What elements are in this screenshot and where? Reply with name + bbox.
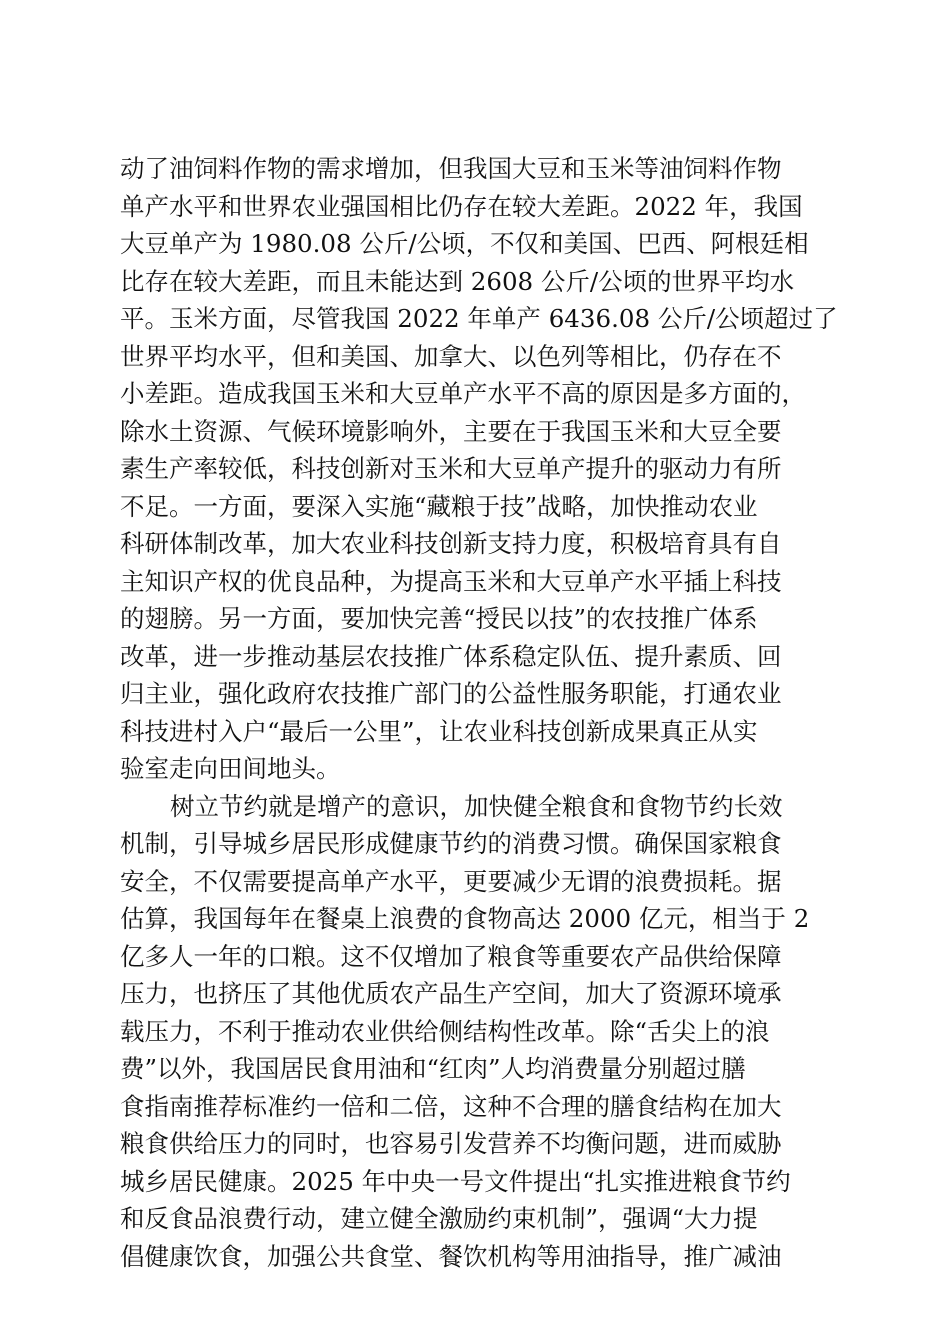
text-line: 不足。一方面，要深入实施“藏粮于技”战略，加快推动农业	[120, 491, 758, 521]
text-line: 科技进村入户“最后一公里”，让农业科技创新成果真正从实	[120, 716, 758, 746]
text-line: 素生产率较低，科技创新对玉米和大豆单产提升的驱动力有所	[120, 454, 782, 483]
text-line: 验室走向田间地头。	[120, 754, 341, 783]
text-line: 食指南推荐标准约一倍和二倍，这种不合理的膳食结构在加大	[120, 1091, 782, 1121]
text-line: 和反食品浪费行动，建立健全激励约束机制”，强调“大力提	[120, 1204, 758, 1233]
text-line: 载压力，不利于推动农业供给侧结构性改革。除“舌尖上的浪	[120, 1016, 770, 1046]
text-line: 动了油饲料作物的需求增加，但我国大豆和玉米等油饲料作物	[120, 154, 782, 183]
text-line: 机制，引导城乡居民形成健康节约的消费习惯。确保国家粮食	[120, 829, 782, 858]
text-line: 比存在较大差距，而且未能达到 2608 公斤/公顷的世界平均水	[120, 266, 795, 296]
text-line: 安全，不仅需要提高单产水平，更要减少无谓的浪费损耗。据	[120, 866, 782, 896]
paragraph-2	[120, 788, 830, 1276]
text-line: 压力，也挤压了其他优质农产品生产空间，加大了资源环境承	[120, 979, 782, 1008]
text-line: 估算，我国每年在餐桌上浪费的食物高达 2000 亿元，相当于 2	[120, 904, 810, 933]
text-line: 倡健康饮食，加强公共食堂、餐饮机构等用油指导，推广减油	[120, 1241, 782, 1271]
text-line: 单产水平和世界农业强国相比仍存在较大差距。2022 年，我国	[120, 191, 803, 221]
text-line: 平。玉米方面，尽管我国 2022 年单产 6436.08 公斤/公顷超过了	[120, 304, 838, 333]
text-line: 主知识产权的优良品种，为提高玉米和大豆单产水平插上科技	[120, 566, 782, 596]
text-line: 归主业，强化政府农技推广部门的公益性服务职能，打通农业	[120, 679, 782, 708]
document-body	[120, 150, 838, 1275]
text-line: 科研体制改革，加大农业科技创新支持力度，积极培育具有自	[120, 529, 782, 558]
text-line: 城乡居民健康。2025 年中央一号文件提出“扎实推进粮食节约	[120, 1166, 791, 1196]
text-line: 树立节约就是增产的意识，加快健全粮食和食物节约长效	[170, 791, 783, 821]
text-line: 费”以外，我国居民食用油和“红肉”人均消费量分别超过膳	[120, 1054, 746, 1083]
text-line: 大豆单产为 1980.08 公斤/公顷，不仅和美国、巴西、阿根廷相	[120, 229, 809, 258]
text-line: 的翅膀。另一方面，要加快完善“授民以技”的农技推广体系	[120, 604, 758, 633]
text-line: 亿多人一年的口粮。这不仅增加了粮食等重要农产品供给保障	[120, 941, 782, 971]
paragraph-1	[120, 150, 838, 788]
text-line: 粮食供给压力的同时，也容易引发营养不均衡问题，进而威胁	[120, 1129, 782, 1158]
text-line: 改革，进一步推动基层农技推广体系稳定队伍、提升素质、回	[120, 641, 782, 671]
text-line: 世界平均水平，但和美国、加拿大、以色列等相比，仍存在不	[120, 341, 782, 371]
text-line: 除水土资源、气候环境影响外，主要在于我国玉米和大豆全要	[120, 416, 782, 446]
text-line: 小差距。造成我国玉米和大豆单产水平不高的原因是多方面的，	[120, 379, 806, 408]
